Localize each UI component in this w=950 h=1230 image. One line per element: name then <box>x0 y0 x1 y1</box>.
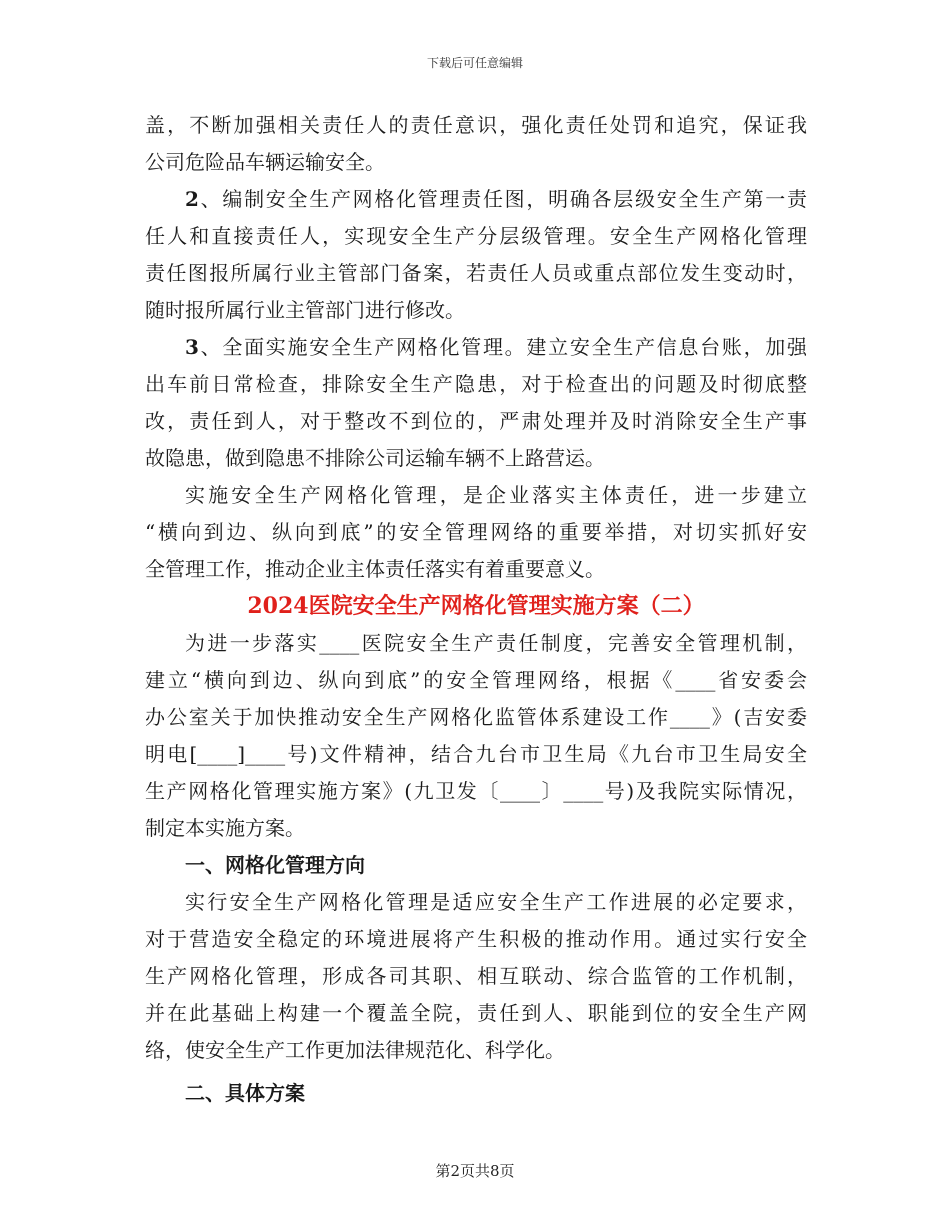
paragraph-5-line-5: 生产网格化管理实施方案》(九卫发〔____〕____号)及我院实际情况， <box>145 779 807 803</box>
paragraph-4-line-3: 全管理工作，推动企业主体责任落实有着重要意义。 <box>145 557 605 581</box>
paragraph-5-line-3: 办公室关于加快推动安全生产网格化监管体系建设工作____》(吉安委 <box>145 705 807 729</box>
paragraph-3-line-2: 出车前日常检查，排除安全生产隐患，对于检查出的问题及时彻底整 <box>145 372 807 396</box>
paragraph-6-line-5: 络，使安全生产工作更加法律规范化、科学化。 <box>145 1038 565 1062</box>
paragraph-3-line-4: 故隐患，做到隐患不排除公司运输车辆不上路营运。 <box>145 446 605 470</box>
paragraph-5-line-2: 建立“横向到边、纵向到底”的安全管理网络，根据《____省安委会 <box>145 668 807 692</box>
paragraph-2-line-3: 责任图报所属行业主管部门备案，若责任人员或重点部位发生变动时， <box>145 261 807 285</box>
paragraph-2-line-2: 任人和直接责任人，实现安全生产分层级管理。安全生产网格化管理 <box>145 224 807 248</box>
document-body <box>145 107 807 1112</box>
paragraph-3-line-1 <box>145 329 807 366</box>
paragraph-3 <box>145 329 807 477</box>
paragraph-1-line-2: 公司危险品车辆运输安全。 <box>145 150 385 174</box>
paragraph-6-line-1: 实行安全生产网格化管理是适应安全生产工作进展的必定要求， <box>185 890 807 914</box>
heading-grid-direction: 一、网格化管理方向 <box>185 853 365 877</box>
paragraph-6 <box>145 884 807 1069</box>
paragraph-3-number: 3 <box>185 335 199 359</box>
section-title: 2024医院安全生产网格化管理实施方案（二） <box>247 593 705 619</box>
paragraph-2 <box>145 181 807 329</box>
paragraph-5-line-1: 为进一步落实____医院安全生产责任制度，完善安全管理机制， <box>185 631 807 655</box>
page-footer: 第2页共8页 <box>435 1162 515 1180</box>
paragraph-2-line-4: 随时报所属行业主管部门进行修改。 <box>145 298 465 322</box>
paragraph-3-line-3: 改，责任到人，对于整改不到位的，严肃处理并及时消除安全生产事 <box>145 409 807 433</box>
paragraph-4-line-2: “横向到边、纵向到底”的安全管理网络的重要举措，对切实抓好安 <box>145 520 807 544</box>
paragraph-2-line-1 <box>145 181 807 218</box>
page-header: 下载后可任意编辑 <box>426 56 523 70</box>
paragraph-2-number: 2 <box>185 187 199 211</box>
paragraph-4 <box>145 477 807 588</box>
paragraph-6-line-3: 生产网格化管理，形成各司其职、相互联动、综合监管的工作机制， <box>145 964 807 988</box>
paragraph-5-line-4: 明电[____]____号)文件精神，结合九台市卫生局《九台市卫生局安全 <box>145 742 807 766</box>
paragraph-5-line-6: 制定本实施方案。 <box>145 816 305 840</box>
paragraph-4-line-1: 实施安全生产网格化管理，是企业落实主体责任，进一步建立 <box>185 483 807 507</box>
heading-specific-plan: 二、具体方案 <box>185 1081 305 1105</box>
paragraph-6-line-2: 对于营造安全稳定的环境进展将产生积极的推动作用。通过实行安全 <box>145 927 807 951</box>
paragraph-6-line-4: 并在此基础上构建一个覆盖全院，责任到人、职能到位的安全生产网 <box>145 1001 807 1025</box>
paragraph-5 <box>145 625 807 847</box>
paragraph-1 <box>145 107 807 181</box>
paragraph-2-line-1-text: 、编制安全生产网格化管理责任图，明确各层级安全生产第一责 <box>198 187 807 211</box>
paragraph-3-line-1-text: 、全面实施安全生产网格化管理。建立安全生产信息台账，加强 <box>198 335 807 359</box>
paragraph-1-line-1: 盖，不断加强相关责任人的责任意识，强化责任处罚和追究，保证我 <box>145 113 807 137</box>
